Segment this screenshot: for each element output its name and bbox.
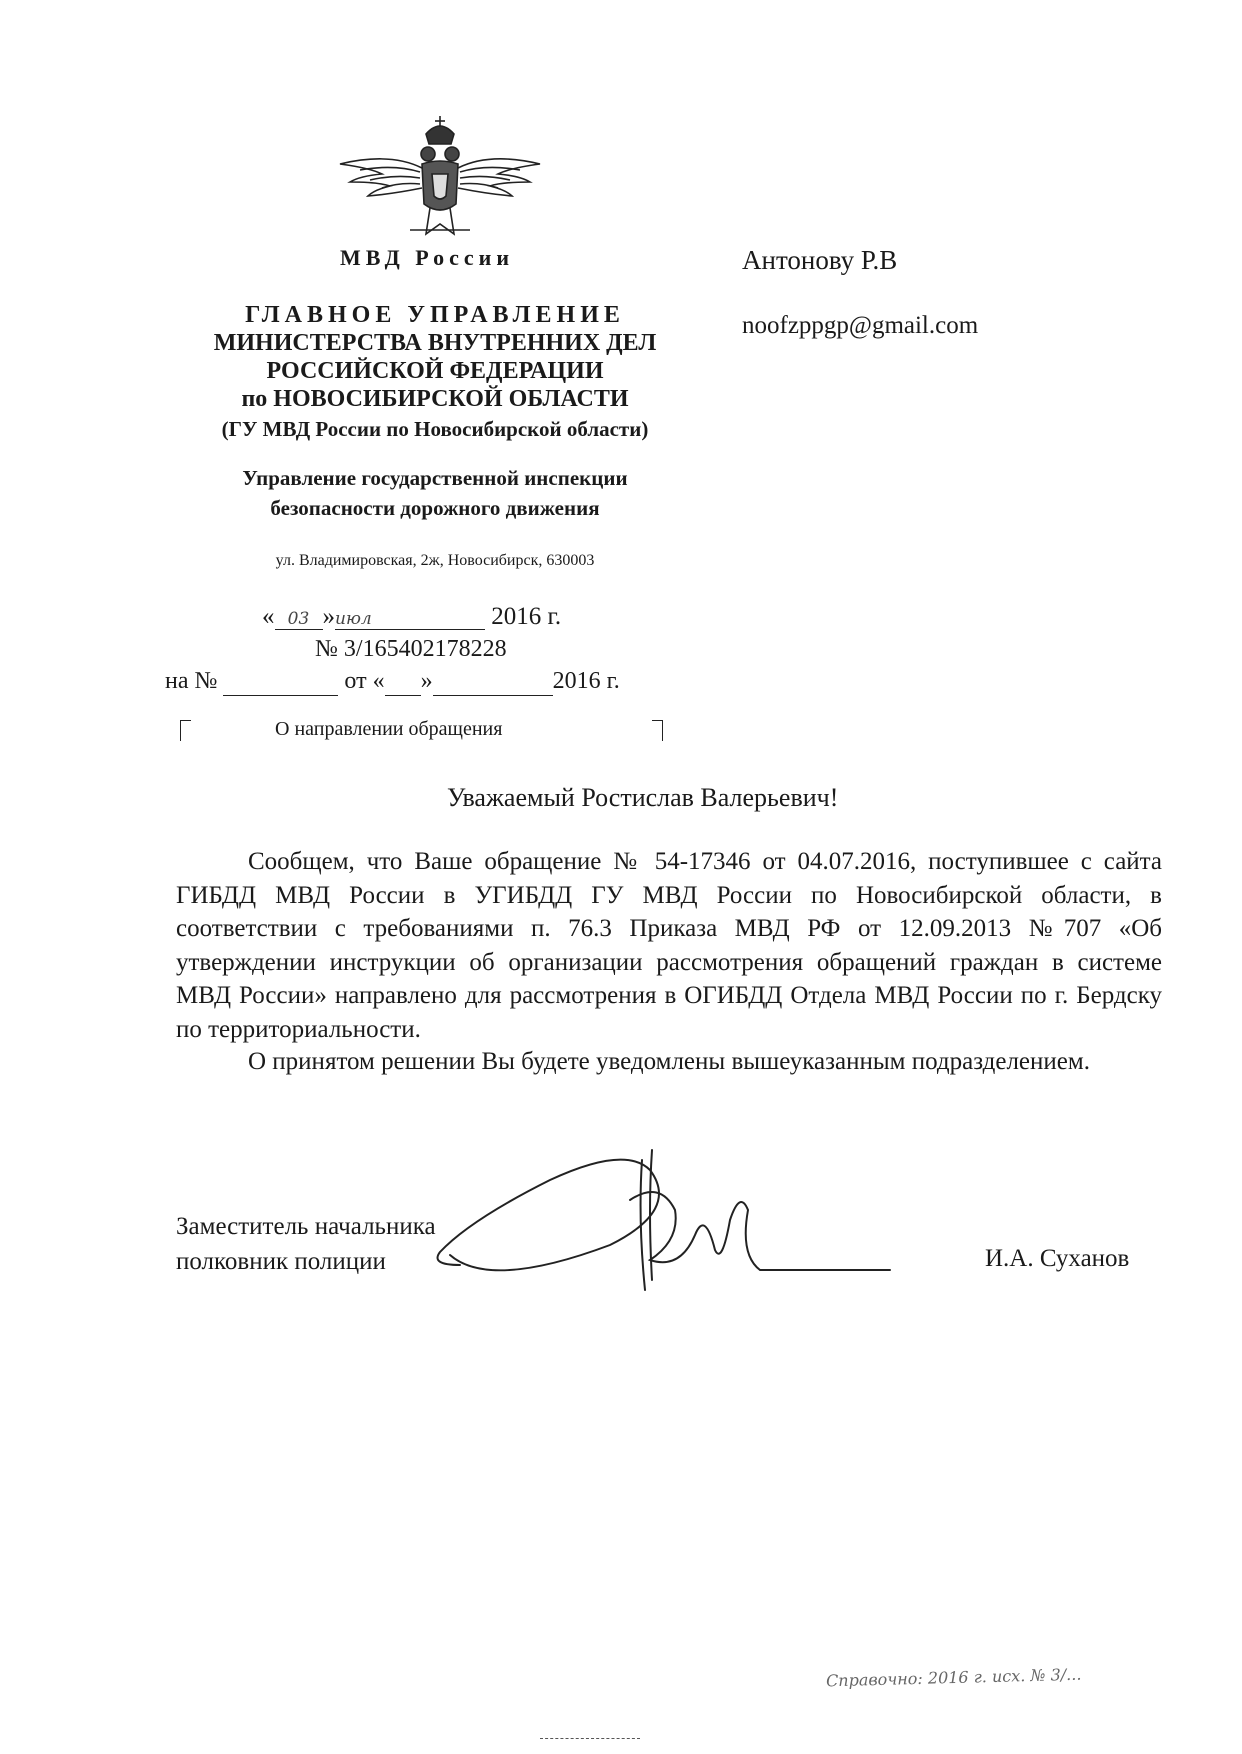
ref-year: 2016 г.	[552, 668, 620, 694]
ref-prefix: на №	[165, 668, 218, 694]
date-day: 03	[275, 609, 323, 630]
recipient-email: noofzppgp@gmail.com	[742, 312, 979, 339]
letter-paragraph-1: Сообщем, что Ваше обращение № 54-17346 от 04.07.2016, поступившее с сайта ГИБДД МВД России в УГИБДД ГУ МВД России по Новосибирской области, в соответствии с требованиями п. 76.3 Приказа МВД РФ от 12.09.2013 №707 «Об утверждении инструкции об организации рассмотрения обращений граждан в системе МВД России» направлено для рассмотрения в ОГИБДД Отдела МВД России по г. Бердску по территориальности.	[176, 848, 1162, 1043]
subject-bracket-right	[652, 720, 663, 741]
date-open-quote: «	[262, 603, 275, 630]
header-line-1: ГЛАВНОЕ УПРАВЛЕНИЕ	[245, 302, 625, 328]
subject-bracket-left	[180, 720, 191, 741]
signer-title: Заместитель начальника	[176, 1213, 436, 1240]
salutation: Уважаемый Ростислав Валерьевич!	[447, 783, 839, 812]
signer-name: И.А. Суханов	[985, 1245, 1130, 1272]
document-number: № 3/165402178228	[315, 636, 507, 662]
header-line-4: по НОВОСИБИРСКОЙ ОБЛАСТИ	[241, 386, 629, 412]
handwritten-signature	[430, 1140, 910, 1300]
department-line-1: Управление государственной инспекции	[242, 466, 628, 490]
ref-close: »	[420, 668, 433, 694]
reference-line	[165, 668, 620, 696]
bottom-divider	[540, 1738, 640, 1739]
mvd-emblem-icon	[330, 112, 550, 252]
header-line-2: МИНИСТЕРСТВА ВНУТРЕННИХ ДЕЛ	[213, 330, 657, 356]
org-address: ул. Владимировская, 2ж, Новосибирск, 630003	[275, 552, 595, 569]
signer-rank: полковник полиции	[176, 1248, 386, 1275]
footer-handwritten-note	[825, 1664, 1126, 1698]
date-close-quote: »	[322, 603, 335, 630]
date-month: июл	[335, 609, 485, 630]
header-line-3: РОССИЙСКОЙ ФЕДЕРАЦИИ	[266, 358, 604, 384]
date-year: 2016 г.	[491, 603, 562, 630]
footer-note-text: Справочно: 2016 г. исх. № 3/...	[825, 1664, 1082, 1691]
document-date	[262, 603, 561, 631]
document-subject: О направлении обращения	[275, 718, 503, 740]
ref-from: от «	[344, 668, 385, 694]
department-line-2: безопасности дорожного движения	[270, 496, 600, 520]
letter-paragraph-2: О принятом решении Вы будете уведомлены вышеуказанным подразделением.	[248, 1048, 1090, 1075]
recipient-name: Антонову Р.В	[742, 245, 898, 275]
org-short-name: МВД России	[340, 245, 515, 270]
header-line-5: (ГУ МВД России по Новосибирской области)	[221, 417, 649, 441]
